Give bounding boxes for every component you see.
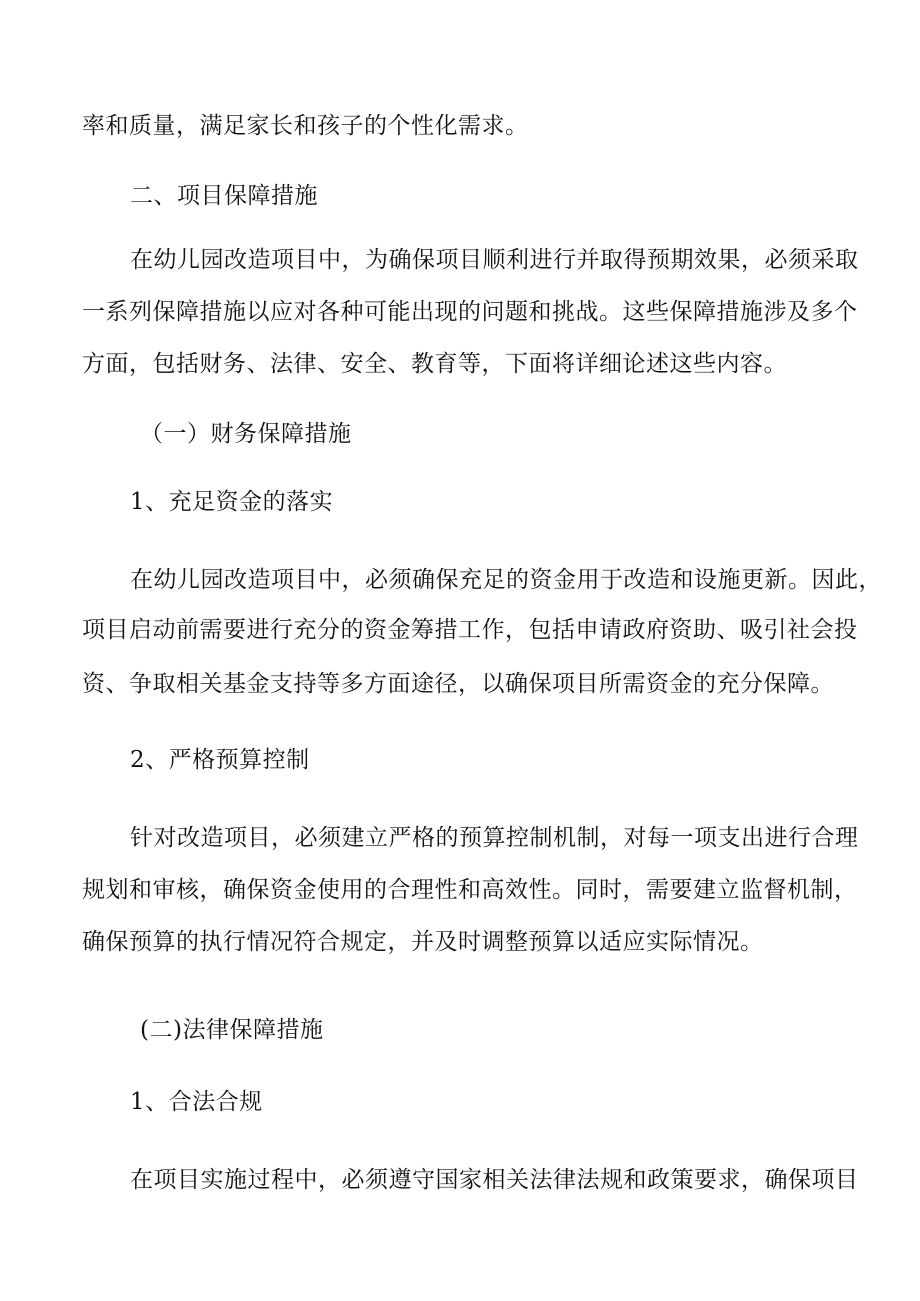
subsection-heading-financial: （一）财务保障措施 [140,421,352,447]
subsection-heading-legal: (二)法律保障措施 [140,1017,324,1043]
intro-line-2: 一系列保障措施以应对各种可能出现的问题和挑战。这些保障措施涉及多个 [82,299,858,325]
funding-line-3: 资、争取相关基金支持等多方面途径，以确保项目所需资金的充分保障。 [82,671,834,697]
paragraph-continuation-line: 率和质量，满足家长和孩子的个性化需求。 [82,113,529,139]
budget-line-1: 针对改造项目，必须建立严格的预算控制机制，对每一项支出进行合理 [130,825,859,851]
item-heading-budget: 2、严格预算控制 [130,747,310,773]
item-heading-compliance: 1、合法合规 [130,1089,263,1115]
budget-line-3: 确保预算的执行情况符合规定，并及时调整预算以适应实际情况。 [82,929,764,955]
funding-line-1: 在幼儿园改造项目中，必须确保充足的资金用于改造和设施更新。因此， [130,567,882,593]
intro-line-3: 方面，包括财务、法律、安全、教育等，下面将详细论述这些内容。 [82,351,787,377]
intro-line-1: 在幼儿园改造项目中，为确保项目顺利进行并取得预期效果，必须采取 [130,247,859,273]
section-heading: 二、项目保障措施 [130,183,318,209]
compliance-line-1: 在项目实施过程中，必须遵守国家相关法律法规和政策要求，确保项目 [130,1167,859,1193]
item-heading-funding: 1、充足资金的落实 [130,489,334,515]
funding-line-2: 项目启动前需要进行充分的资金筹措工作，包括申请政府资助、吸引社会投 [82,617,858,643]
budget-line-2: 规划和审核，确保资金使用的合理性和高效性。同时，需要建立监督机制， [82,877,858,903]
